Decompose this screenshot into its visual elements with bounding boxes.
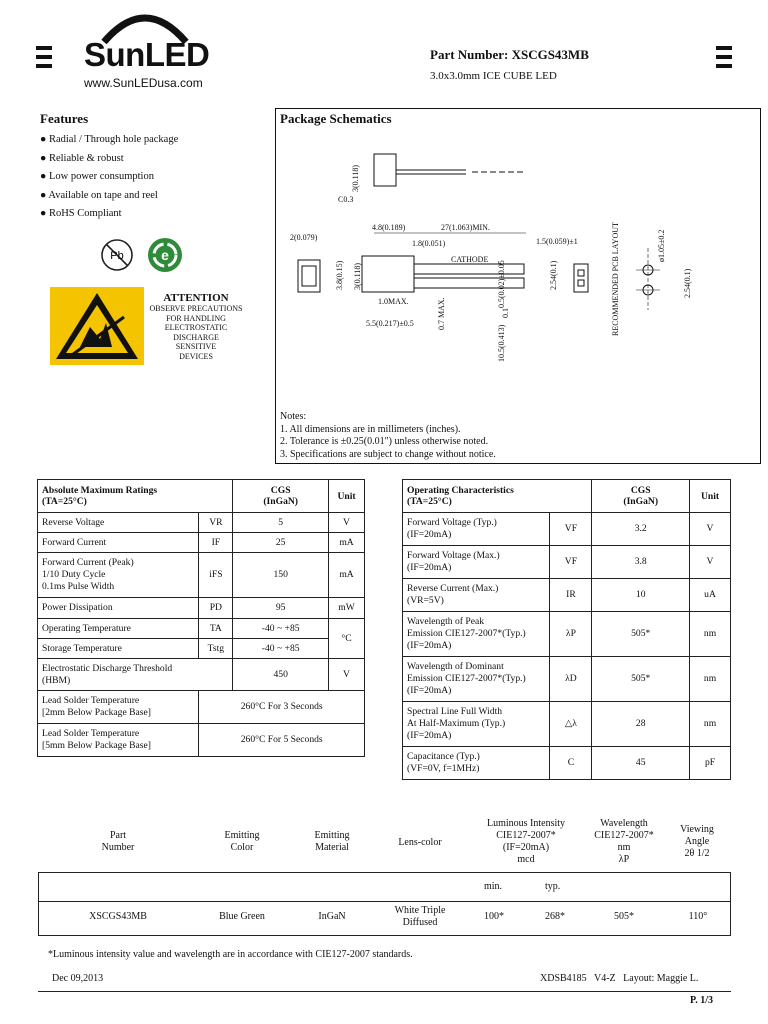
col-part-number: Part Number: [101, 830, 135, 853]
table-row: Forward Current IF 25 mA: [38, 533, 365, 553]
table-row: Power Dissipation PD 95 mW: [38, 598, 365, 619]
svg-text:4.8(0.189): 4.8(0.189): [372, 223, 406, 232]
feature-item: ● Reliable & robust: [40, 152, 124, 164]
logo-text: SunLED: [84, 36, 210, 73]
attention-text: OBSERVE PRECAUTIONS FOR HANDLING ELECTROSTATIC DISCHARGE SENSITIVE DEVICES: [149, 304, 243, 361]
svg-text:0.7 MAX.: 0.7 MAX.: [437, 297, 446, 330]
table-row: Spectral Line Full Width At Half-Maximum (Typ.) (IF=20mA) △λ 28 nm: [403, 702, 731, 747]
table-row: Wavelength of Peak Emission CIE127-2007*(Typ.) (IF=20mA) λP 505* nm: [403, 612, 731, 657]
svg-text:1.5(0.059)±1: 1.5(0.059)±1: [536, 237, 578, 246]
selection-footnote: *Luminous intensity value and wavelength are in accordance with CIE127-2007 standards.: [48, 949, 413, 960]
table-row: Reverse Current (Max.) (VR=5V) IR 10 uA: [403, 579, 731, 612]
table-row: Forward Voltage (Typ.) (IF=20mA) VF 3.2 V: [403, 513, 731, 546]
footer-date: Dec 09,2013: [52, 973, 104, 984]
features-title: Features: [40, 111, 89, 126]
footer-doc-info: XDSB4185 V4-Z Layout: Maggie L.: [540, 973, 699, 984]
intensity-typ-label: typ.: [545, 881, 561, 892]
schematic-notes: Notes: 1. All dimensions are in millimeters (inches). 2. Tolerance is ±0.25(0.01") unless otherwise noted. 3. Specifications are subject to change without notice.: [280, 411, 496, 460]
table-row: Lead Solder Temperature [5mm Below Package Base] 260°C For 5 Seconds: [38, 724, 365, 757]
col-emitting-material: Emitting Material: [314, 830, 350, 853]
op-header-param: Operating Characteristics (TA=25°C): [403, 480, 592, 513]
svg-text:0.5(0.02)±0.05: 0.5(0.02)±0.05: [497, 260, 506, 308]
rohs-icon: [146, 236, 184, 274]
absolute-max-ratings-table: [37, 479, 365, 757]
header-right-bars: [716, 46, 732, 73]
features-list: [40, 131, 178, 224]
col-viewing-angle: Viewing Angle 2θ 1/2: [680, 824, 714, 859]
svg-text:27(1.063)MIN.: 27(1.063)MIN.: [441, 223, 490, 232]
header-left-bars: [36, 46, 52, 73]
table-row: Operating Temperature TA -40 ~ +85 °C: [38, 619, 365, 639]
part-number-title: Part Number: XSCGS43MB: [430, 47, 589, 62]
col-luminous-intensity: Luminous Intensity CIE127-2007* (IF=20mA) mcd: [486, 818, 566, 865]
abs-header-param: Absolute Maximum Ratings (TA=25°C): [38, 480, 233, 513]
part-description: 3.0x3.0mm ICE CUBE LED: [430, 70, 557, 82]
col-wavelength: Wavelength CIE127-2007* nm λP: [594, 818, 654, 865]
selection-table-divider: [38, 901, 731, 902]
table-row: Capacitance (Typ.) (VF=0V, f=1MHz) C 45 pF: [403, 747, 731, 780]
svg-text:5.5(0.217)±0.5: 5.5(0.217)±0.5: [366, 319, 414, 328]
attention-block: [140, 292, 252, 361]
table-row: Forward Current (Peak) 1/10 Duty Cycle 0.1ms Pulse Width iFS 150 mA: [38, 553, 365, 598]
svg-text:3(0.118): 3(0.118): [353, 262, 362, 290]
svg-text:1.0MAX.: 1.0MAX.: [378, 297, 409, 306]
table-row: Electrostatic Discharge Threshold (HBM) 450 V: [38, 659, 365, 691]
abs-header-cgs: CGS (InGaN): [233, 480, 329, 513]
svg-text:1.8(0.051): 1.8(0.051): [412, 239, 446, 248]
svg-text:Pb: Pb: [110, 250, 124, 262]
svg-text:3(0.118): 3(0.118): [351, 164, 360, 192]
svg-text:0.1: 0.1: [501, 308, 510, 318]
svg-text:e: e: [161, 247, 169, 263]
feature-item: ● RoHS Compliant: [40, 208, 122, 219]
svg-text:10.5(0.413): 10.5(0.413): [497, 324, 506, 362]
footer-page: P. 1/3: [690, 995, 713, 1006]
col-lens-color: Lens-color: [398, 837, 442, 848]
esd-warning-icon: [50, 287, 144, 365]
attention-title: ATTENTION: [163, 292, 229, 304]
svg-text:3.8(0.15): 3.8(0.15): [335, 260, 344, 290]
package-drawing: [276, 130, 760, 410]
operating-characteristics-table: [402, 479, 731, 780]
table-row: Wavelength of Dominant Emission CIE127-2007*(Typ.) (IF=20mA) λD 505* nm: [403, 657, 731, 702]
svg-text:2.54(0.1): 2.54(0.1): [549, 260, 558, 290]
intensity-min-label: min.: [484, 881, 503, 892]
svg-text:2.54(0.1): 2.54(0.1): [683, 268, 692, 298]
feature-item: ● Radial / Through hole package: [40, 134, 179, 145]
website-link[interactable]: www.SunLEDusa.com: [84, 76, 203, 90]
col-emitting-color: Emitting Color: [224, 830, 260, 853]
svg-text:RECOMMENDED PCB LAYOUT: RECOMMENDED PCB LAYOUT: [611, 222, 620, 336]
svg-text:ø1.05±0.2: ø1.05±0.2: [657, 229, 666, 262]
op-header-cgs: CGS (InGaN): [592, 480, 690, 513]
op-header-unit: Unit: [690, 480, 731, 513]
svg-text:2(0.079): 2(0.079): [290, 233, 318, 242]
svg-text:CATHODE: CATHODE: [451, 255, 489, 264]
table-row: Lead Solder Temperature [2mm Below Package Base] 260°C For 3 Seconds: [38, 691, 365, 724]
table-row: Forward Voltage (Max.) (IF=20mA) VF 3.8 V: [403, 546, 731, 579]
table-row: Storage Temperature Tstg -40 ~ +85: [38, 639, 365, 659]
pb-free-icon: [99, 237, 135, 273]
feature-item: ● Low power consumption: [40, 171, 154, 182]
table-row: Reverse Voltage VR 5 V: [38, 513, 365, 533]
footer-rule: [38, 991, 731, 992]
abs-header-unit: Unit: [329, 480, 365, 513]
feature-item: ● Available on tape and reel: [40, 189, 158, 201]
svg-text:C0.3: C0.3: [338, 195, 354, 204]
package-schematics-title: Package Schematics: [280, 111, 392, 126]
